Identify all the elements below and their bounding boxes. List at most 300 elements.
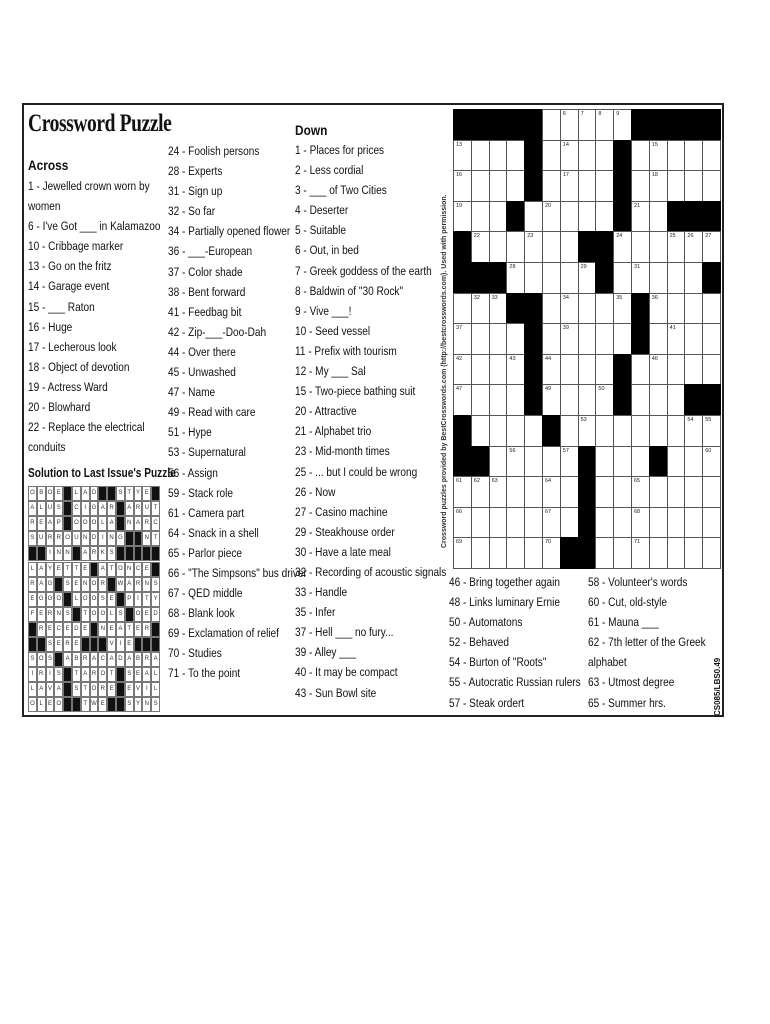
grid-cell[interactable]	[489, 293, 508, 325]
grid-cell[interactable]	[631, 140, 650, 172]
solution-cell: R	[46, 531, 55, 546]
grid-cell[interactable]	[702, 476, 721, 508]
grid-cell[interactable]	[578, 354, 597, 386]
cell-number: 19	[456, 202, 463, 209]
grid-cell[interactable]	[506, 354, 525, 386]
grid-cell[interactable]	[702, 354, 721, 386]
grid-cell[interactable]	[684, 415, 703, 447]
solution-cell: E	[28, 592, 37, 607]
solution-black-square	[28, 622, 37, 637]
grid-cell[interactable]	[524, 201, 543, 233]
clue: 49 - Read with care	[168, 405, 256, 420]
grid-cell[interactable]	[613, 323, 632, 355]
solution-cell: G	[116, 531, 125, 546]
down-clues-column-2	[449, 572, 589, 713]
grid-cell[interactable]	[524, 476, 543, 508]
grid-cell[interactable]	[453, 323, 472, 355]
solution-cell: L	[151, 667, 160, 682]
grid-cell[interactable]	[595, 446, 614, 478]
grid-cell[interactable]	[560, 323, 579, 355]
grid-cell[interactable]	[560, 476, 579, 508]
solution-cell: I	[81, 501, 90, 516]
grid-cell[interactable]	[506, 323, 525, 355]
solution-cell: O	[90, 607, 99, 622]
grid-cell[interactable]	[560, 415, 579, 447]
grid-cell[interactable]	[453, 201, 472, 233]
grid-cell[interactable]	[667, 537, 686, 569]
grid-cell[interactable]	[631, 446, 650, 478]
solution-cell: R	[134, 501, 143, 516]
clue: 38 - Bent forward	[168, 284, 246, 299]
clue: 23 - Mid-month times	[295, 444, 390, 459]
grid-cell[interactable]	[631, 262, 650, 294]
grid-cell[interactable]	[560, 446, 579, 478]
grid-cell[interactable]	[613, 109, 632, 141]
solution-cell: N	[142, 531, 151, 546]
clue: 54 - Burton of "Roots"	[449, 655, 547, 670]
down-clues-column-3	[588, 572, 710, 713]
grid-cell[interactable]	[578, 170, 597, 202]
grid-cell[interactable]	[684, 170, 703, 202]
grid-cell[interactable]	[560, 201, 579, 233]
black-square	[506, 293, 525, 325]
grid-cell[interactable]	[613, 476, 632, 508]
grid-cell[interactable]	[524, 231, 543, 263]
black-square	[489, 262, 508, 294]
solution-cell: T	[63, 562, 72, 577]
grid-cell[interactable]	[489, 537, 508, 569]
grid-cell[interactable]	[667, 354, 686, 386]
solution-cell: G	[46, 577, 55, 592]
grid-cell[interactable]	[667, 231, 686, 263]
grid-cell[interactable]	[489, 140, 508, 172]
grid-cell[interactable]	[560, 140, 579, 172]
cell-number: 47	[456, 386, 463, 393]
black-square	[471, 109, 490, 141]
grid-cell[interactable]	[453, 354, 472, 386]
grid-cell[interactable]	[649, 231, 668, 263]
grid-cell[interactable]	[542, 446, 561, 478]
grid-cell[interactable]	[578, 293, 597, 325]
solution-cell: T	[72, 562, 81, 577]
grid-cell[interactable]	[489, 170, 508, 202]
solution-cell: L	[28, 562, 37, 577]
grid-cell[interactable]	[453, 537, 472, 569]
grid-cell[interactable]	[489, 201, 508, 233]
grid-cell[interactable]	[595, 354, 614, 386]
cell-number: 21	[634, 202, 641, 209]
credit-line: Crossword puzzles provided by BestCrosswords.com (http://bestcrosswords.com). Used with permission.	[441, 194, 448, 548]
grid-cell[interactable]	[613, 231, 632, 263]
grid-cell[interactable]	[542, 323, 561, 355]
black-square	[453, 415, 472, 447]
grid-cell[interactable]	[578, 262, 597, 294]
solution-cell: C	[72, 501, 81, 516]
solution-cell: S	[72, 682, 81, 697]
grid-cell[interactable]	[471, 354, 490, 386]
solution-black-square	[142, 637, 151, 652]
grid-cell[interactable]	[471, 140, 490, 172]
grid-cell[interactable]	[702, 293, 721, 325]
grid-cell[interactable]	[542, 384, 561, 416]
solution-cell: E	[37, 516, 46, 531]
grid-cell[interactable]	[524, 446, 543, 478]
solution-cell: N	[107, 531, 116, 546]
grid-cell[interactable]	[578, 201, 597, 233]
grid-cell[interactable]	[489, 323, 508, 355]
clue: 50 - Automatons	[449, 615, 523, 630]
solution-black-square	[125, 546, 134, 561]
grid-cell[interactable]	[542, 293, 561, 325]
grid-cell[interactable]	[542, 476, 561, 508]
grid-cell[interactable]	[702, 446, 721, 478]
grid-cell[interactable]	[560, 109, 579, 141]
grid-cell[interactable]	[684, 323, 703, 355]
grid-cell[interactable]	[560, 170, 579, 202]
grid-cell[interactable]	[471, 537, 490, 569]
cell-number: 62	[473, 478, 480, 485]
cell-number: 43	[509, 355, 516, 362]
grid-cell[interactable]	[684, 476, 703, 508]
grid-cell[interactable]	[649, 537, 668, 569]
clue: 63 - Utmost degree	[588, 675, 675, 690]
grid-cell[interactable]	[453, 293, 472, 325]
cell-number: 20	[545, 202, 552, 209]
grid-cell[interactable]	[471, 384, 490, 416]
grid-cell[interactable]	[702, 537, 721, 569]
grid-cell[interactable]	[649, 384, 668, 416]
grid-cell[interactable]	[631, 476, 650, 508]
black-square	[578, 231, 597, 263]
grid-cell[interactable]	[595, 507, 614, 539]
solution-black-square	[116, 667, 125, 682]
grid-cell[interactable]	[649, 201, 668, 233]
black-square	[684, 109, 703, 141]
grid-cell[interactable]	[578, 109, 597, 141]
grid-cell[interactable]	[542, 140, 561, 172]
grid-cell[interactable]	[489, 354, 508, 386]
clue: 56 - Assign	[168, 465, 218, 480]
solution-cell: T	[81, 607, 90, 622]
solution-cell: O	[134, 607, 143, 622]
black-square	[702, 384, 721, 416]
grid-cell[interactable]	[613, 537, 632, 569]
grid-cell[interactable]	[667, 323, 686, 355]
cell-number: 22	[473, 233, 480, 240]
grid-cell[interactable]	[631, 354, 650, 386]
solution-cell: R	[90, 667, 99, 682]
grid-cell[interactable]	[702, 170, 721, 202]
solution-cell: E	[72, 637, 81, 652]
black-square	[649, 446, 668, 478]
solution-black-square	[116, 697, 125, 712]
grid-cell[interactable]	[506, 262, 525, 294]
solution-black-square	[63, 697, 72, 712]
grid-cell[interactable]	[489, 446, 508, 478]
cell-number: 25	[669, 233, 676, 240]
solution-cell: A	[151, 652, 160, 667]
cell-number: 69	[456, 539, 463, 546]
grid-cell[interactable]	[595, 140, 614, 172]
clue: 34 - Partially opened flower	[168, 224, 291, 239]
grid-cell[interactable]	[667, 415, 686, 447]
grid-cell[interactable]	[453, 384, 472, 416]
grid-cell[interactable]	[613, 446, 632, 478]
grid-cell[interactable]	[453, 140, 472, 172]
grid-cell[interactable]	[667, 384, 686, 416]
cell-number: 8	[598, 111, 602, 117]
grid-cell[interactable]	[453, 170, 472, 202]
solution-cell: T	[125, 622, 134, 637]
grid-cell[interactable]	[542, 109, 561, 141]
grid-cell[interactable]	[667, 262, 686, 294]
solution-cell: T	[107, 667, 116, 682]
cell-number: 17	[562, 172, 569, 179]
grid-cell[interactable]	[471, 201, 490, 233]
grid-cell[interactable]	[471, 415, 490, 447]
across-header: Across	[28, 157, 69, 173]
clue: 46 - Bring together again	[449, 575, 560, 589]
solution-cell: E	[37, 607, 46, 622]
solution-black-square	[54, 577, 63, 592]
grid-cell[interactable]	[684, 293, 703, 325]
cell-number: 41	[669, 325, 676, 332]
grid-cell[interactable]	[702, 323, 721, 355]
solution-cell: O	[54, 592, 63, 607]
grid-cell[interactable]	[631, 201, 650, 233]
grid-cell[interactable]	[524, 537, 543, 569]
grid-cell[interactable]	[684, 262, 703, 294]
grid-cell[interactable]	[667, 170, 686, 202]
grid-cell[interactable]	[667, 140, 686, 172]
solution-cell: O	[116, 562, 125, 577]
grid-cell[interactable]	[578, 140, 597, 172]
grid-cell[interactable]	[506, 231, 525, 263]
clue: 15 - Two-piece bathing suit	[295, 384, 416, 399]
grid-cell[interactable]	[649, 140, 668, 172]
solution-black-square	[63, 486, 72, 501]
grid-cell[interactable]	[489, 507, 508, 539]
grid-cell[interactable]	[613, 507, 632, 539]
solution-cell: S	[125, 697, 134, 712]
black-square	[524, 140, 543, 172]
grid-cell[interactable]	[595, 384, 614, 416]
clue: 53 - Supernatural	[168, 445, 246, 460]
clue: 15 - ___ Raton	[28, 299, 95, 314]
grid-cell[interactable]	[506, 384, 525, 416]
grid-cell[interactable]	[702, 415, 721, 447]
solution-cell: C	[151, 516, 160, 531]
solution-cell: L	[98, 516, 107, 531]
grid-cell[interactable]	[542, 537, 561, 569]
grid-cell[interactable]	[702, 231, 721, 263]
grid-cell[interactable]	[489, 476, 508, 508]
grid-cell[interactable]	[471, 170, 490, 202]
solution-cell: N	[125, 516, 134, 531]
solution-cell: O	[28, 697, 37, 712]
solution-cell: U	[37, 531, 46, 546]
solution-cell: D	[72, 622, 81, 637]
cell-number: 24	[616, 233, 623, 240]
solution-cell: S	[46, 652, 55, 667]
grid-cell[interactable]	[578, 415, 597, 447]
grid-cell[interactable]	[506, 170, 525, 202]
across-clues-column-2	[168, 141, 307, 684]
solution-black-square	[72, 697, 81, 712]
grid-cell[interactable]	[595, 170, 614, 202]
grid-cell[interactable]	[667, 446, 686, 478]
grid-cell[interactable]	[667, 507, 686, 539]
cell-number: 28	[509, 264, 516, 270]
grid-cell[interactable]	[471, 476, 490, 508]
grid-cell[interactable]	[702, 140, 721, 172]
grid-cell[interactable]	[595, 476, 614, 508]
solution-black-square	[63, 667, 72, 682]
grid-cell[interactable]	[702, 507, 721, 539]
solution-cell: A	[134, 516, 143, 531]
grid-cell[interactable]	[613, 262, 632, 294]
grid-cell[interactable]	[613, 415, 632, 447]
solution-cell: S	[107, 546, 116, 561]
grid-cell[interactable]	[684, 140, 703, 172]
grid-cell[interactable]	[649, 415, 668, 447]
grid-cell[interactable]	[649, 170, 668, 202]
cell-number: 56	[509, 447, 516, 454]
grid-cell[interactable]	[542, 201, 561, 233]
solution-cell: A	[98, 501, 107, 516]
grid-cell[interactable]	[631, 415, 650, 447]
grid-cell[interactable]	[542, 231, 561, 263]
grid-cell[interactable]	[578, 384, 597, 416]
grid-cell[interactable]	[471, 507, 490, 539]
clue: 65 - Parlor piece	[168, 545, 242, 560]
grid-cell[interactable]	[489, 415, 508, 447]
clue: 58 - Volunteer's words	[588, 575, 688, 589]
grid-cell[interactable]	[524, 415, 543, 447]
solution-cell: K	[98, 546, 107, 561]
black-square	[613, 170, 632, 202]
black-square	[453, 446, 472, 478]
grid-cell[interactable]	[506, 415, 525, 447]
grid-cell[interactable]	[560, 293, 579, 325]
solution-black-square	[107, 577, 116, 592]
solution-cell: S	[125, 667, 134, 682]
grid-cell[interactable]	[506, 507, 525, 539]
grid-cell[interactable]	[506, 140, 525, 172]
grid-cell[interactable]	[542, 170, 561, 202]
grid-cell[interactable]	[684, 507, 703, 539]
grid-cell[interactable]	[560, 262, 579, 294]
grid-cell[interactable]	[631, 537, 650, 569]
solution-cell: A	[54, 682, 63, 697]
clue: 3 - ___ of Two Cities	[295, 183, 387, 198]
grid-cell[interactable]	[489, 384, 508, 416]
clue: 61 - Mauna ___	[588, 615, 659, 630]
black-square	[631, 109, 650, 141]
grid-cell[interactable]	[560, 384, 579, 416]
solution-cell: R	[90, 546, 99, 561]
grid-cell[interactable]	[524, 262, 543, 294]
grid-cell[interactable]	[506, 537, 525, 569]
grid-cell[interactable]	[631, 507, 650, 539]
grid-cell[interactable]	[471, 231, 490, 263]
grid-cell[interactable]	[649, 507, 668, 539]
grid-cell[interactable]	[631, 170, 650, 202]
solution-cell: O	[98, 667, 107, 682]
grid-cell[interactable]	[667, 293, 686, 325]
grid-cell[interactable]	[542, 507, 561, 539]
cell-number: 71	[634, 539, 641, 546]
cell-number: 33	[491, 294, 498, 301]
grid-cell[interactable]	[684, 537, 703, 569]
solution-cell: I	[134, 592, 143, 607]
grid-cell[interactable]	[542, 354, 561, 386]
black-square	[524, 170, 543, 202]
solution-cell: R	[63, 637, 72, 652]
solution-cell: S	[54, 667, 63, 682]
grid-cell[interactable]	[684, 354, 703, 386]
grid-cell[interactable]	[595, 537, 614, 569]
grid-cell[interactable]	[560, 231, 579, 263]
grid-cell[interactable]	[595, 323, 614, 355]
grid-cell[interactable]	[649, 293, 668, 325]
cell-number: 70	[545, 539, 552, 546]
grid-cell[interactable]	[684, 446, 703, 478]
solution-cell: S	[28, 652, 37, 667]
grid-cell[interactable]	[453, 476, 472, 508]
grid-cell[interactable]	[595, 415, 614, 447]
grid-cell[interactable]	[524, 507, 543, 539]
grid-cell[interactable]	[453, 507, 472, 539]
solution-title: Solution to Last Issue's Puzzle	[28, 465, 176, 480]
solution-black-square	[134, 637, 143, 652]
grid-cell[interactable]	[578, 323, 597, 355]
grid-cell[interactable]	[631, 231, 650, 263]
clue: 13 - Go on the fritz	[28, 259, 112, 274]
solution-cell: E	[54, 637, 63, 652]
grid-cell[interactable]	[506, 446, 525, 478]
grid-cell[interactable]	[595, 201, 614, 233]
solution-cell: O	[72, 516, 81, 531]
grid-cell[interactable]	[649, 262, 668, 294]
grid-cell[interactable]	[649, 323, 668, 355]
clue: 45 - Unwashed	[168, 365, 236, 380]
grid-cell[interactable]	[471, 293, 490, 325]
solution-cell: D	[90, 486, 99, 501]
grid-cell[interactable]	[649, 354, 668, 386]
solution-cell: O	[37, 652, 46, 667]
grid-cell[interactable]	[542, 262, 561, 294]
solution-cell: R	[54, 531, 63, 546]
grid-cell[interactable]	[631, 384, 650, 416]
black-square	[631, 293, 650, 325]
grid-cell[interactable]	[471, 323, 490, 355]
grid-cell[interactable]	[667, 476, 686, 508]
clue: 30 - Have a late meal	[295, 544, 391, 559]
grid-cell[interactable]	[684, 231, 703, 263]
grid-cell[interactable]	[506, 476, 525, 508]
solution-cell: E	[54, 486, 63, 501]
grid-cell[interactable]	[595, 293, 614, 325]
solution-black-square	[116, 546, 125, 561]
grid-cell[interactable]	[560, 354, 579, 386]
grid-cell[interactable]	[613, 293, 632, 325]
grid-cell[interactable]	[560, 507, 579, 539]
grid-cell[interactable]	[489, 231, 508, 263]
grid-cell[interactable]	[649, 476, 668, 508]
black-square	[595, 262, 614, 294]
grid-cell[interactable]	[595, 109, 614, 141]
